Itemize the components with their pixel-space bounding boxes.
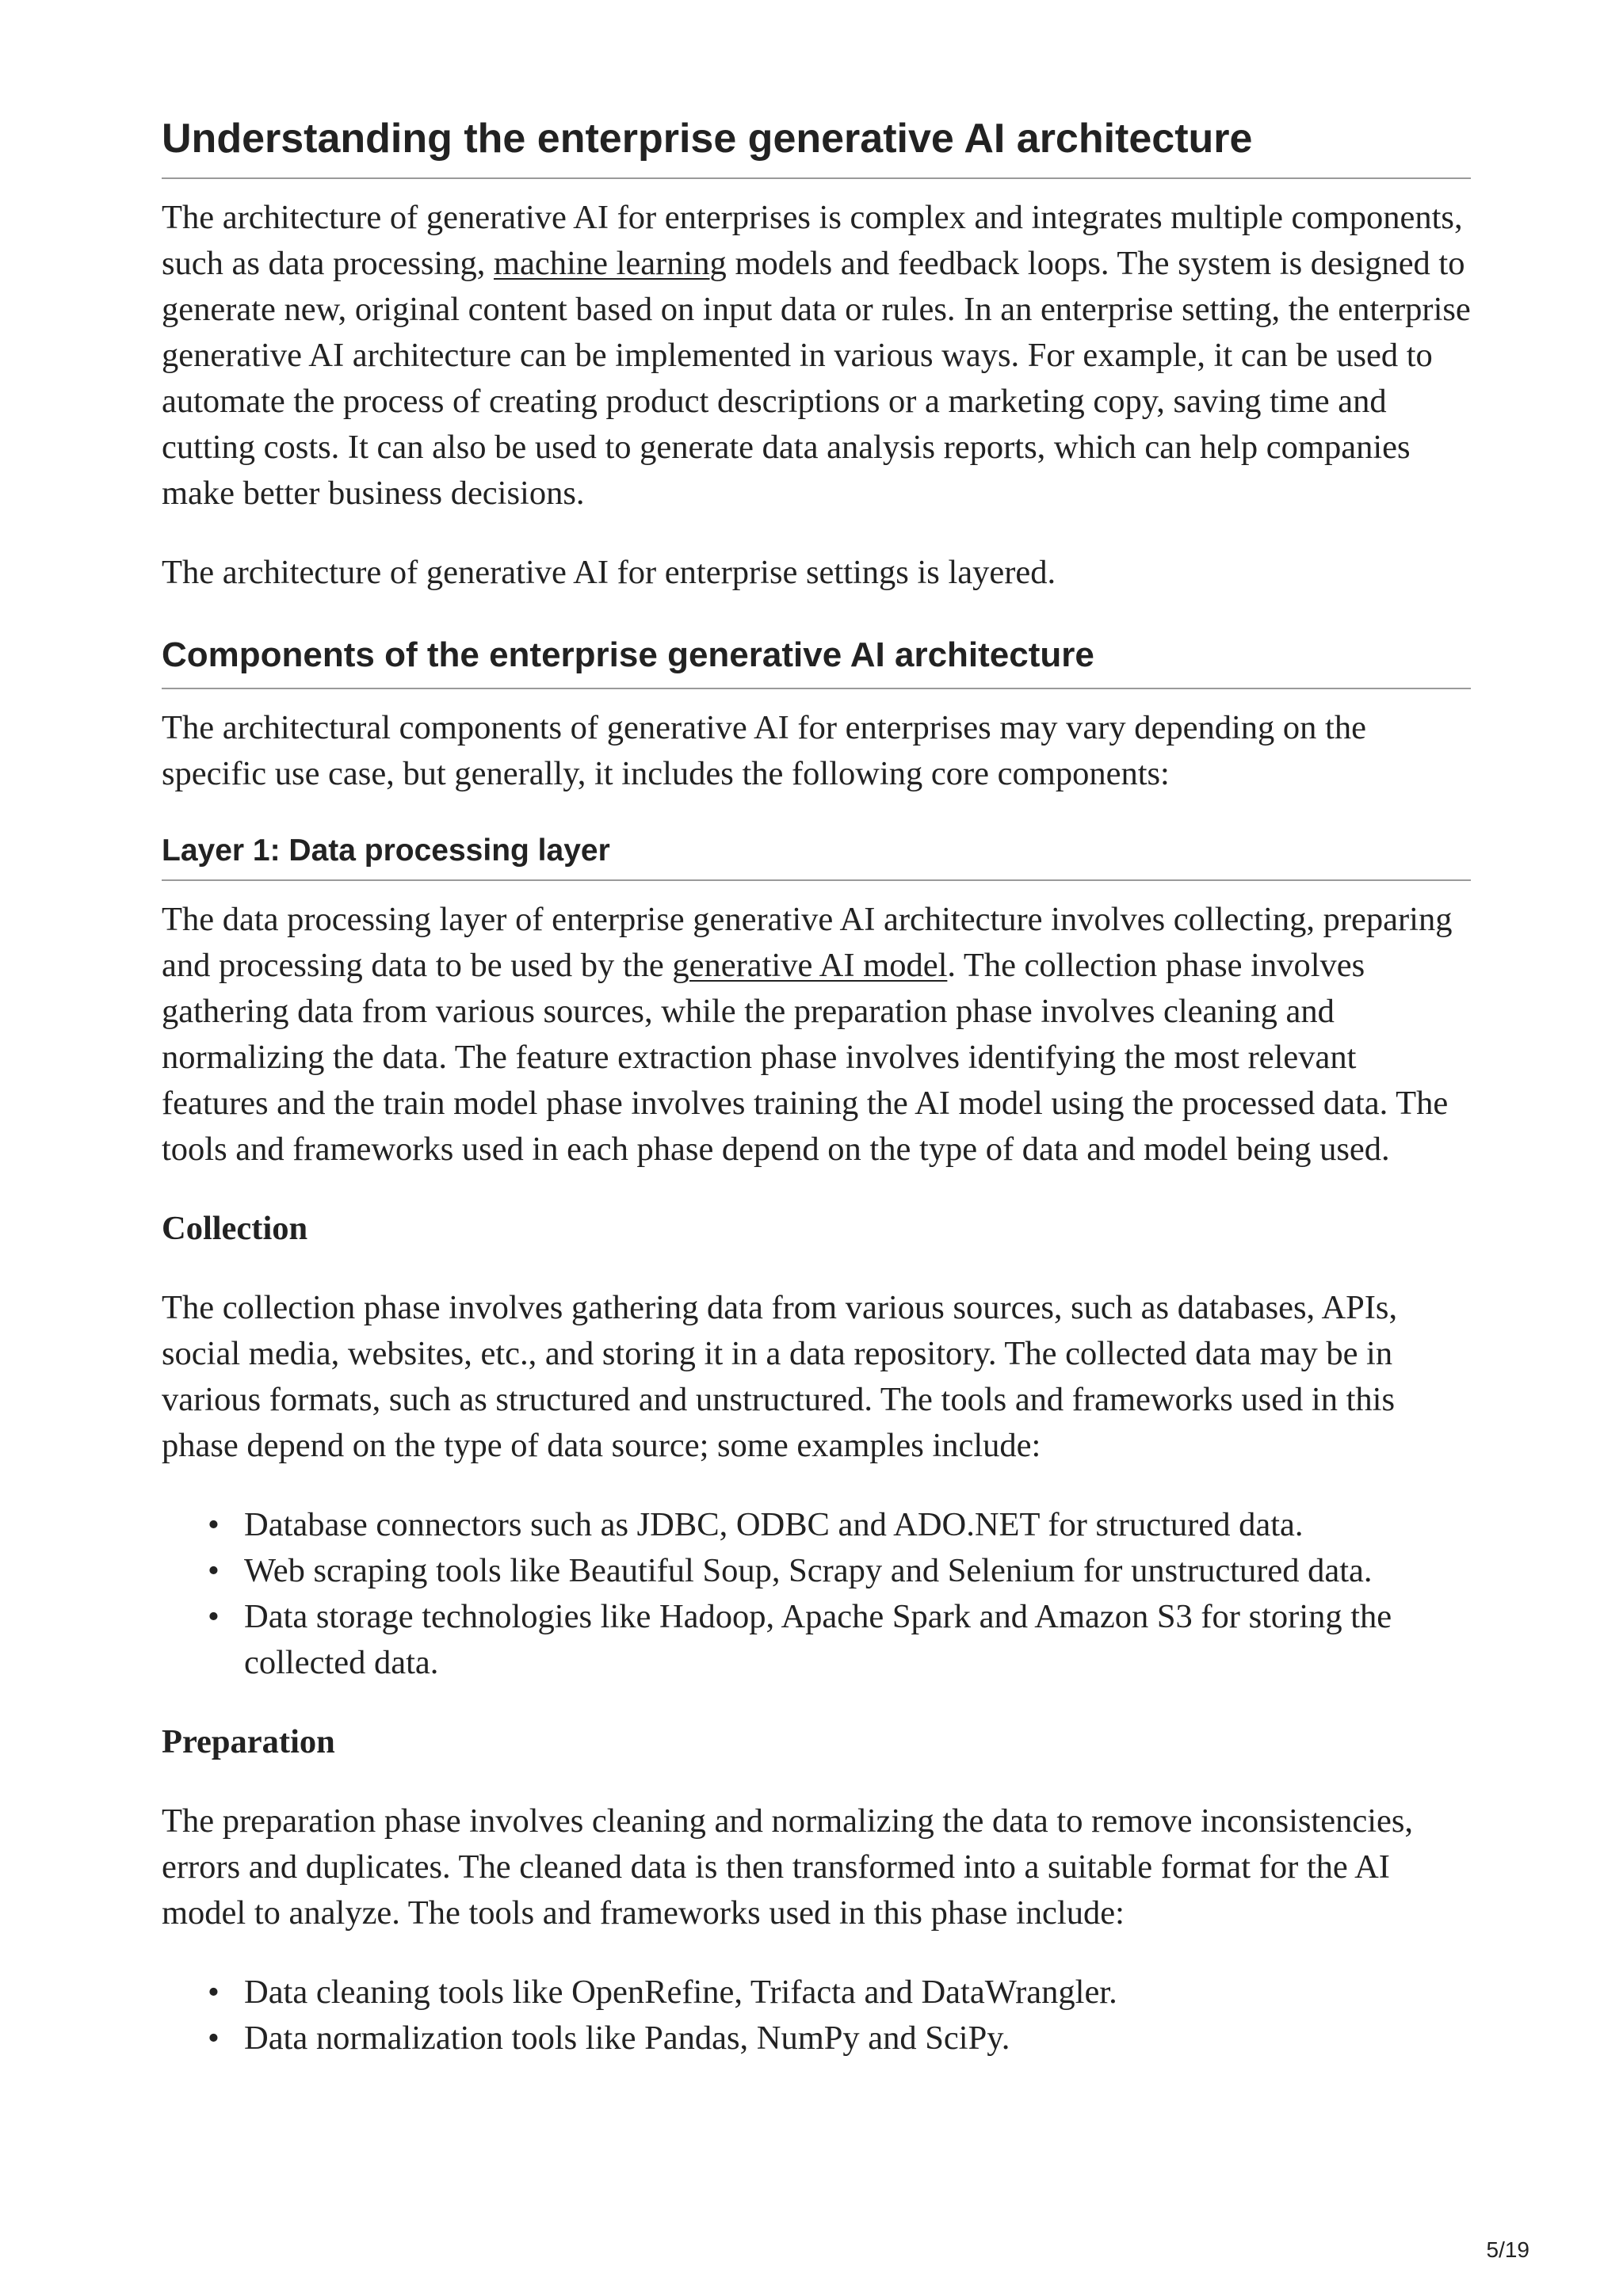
components-paragraph: The architectural components of generative AI for enterprises may vary depending on the specific use case, but generally, it includes the following core components: <box>162 709 1366 792</box>
preparation-heading: Preparation <box>162 1723 335 1760</box>
list-item-text: Data cleaning tools like OpenRefine, Trifacta and DataWrangler. <box>244 1974 1117 2011</box>
intro-paragraph-2: The architecture of generative AI for enterprise settings is layered. <box>162 554 1056 591</box>
collection-heading: Collection <box>162 1210 308 1247</box>
intro-text-end: models and feedback loops. The system is designed to generate new, original content based on input data or rules. In an enterprise setting, the enterprise generative AI architecture can be implemented in various ways. For example, it can be used to automate the process of creating product descriptions or a marketing copy, saving time and cutting costs. It can also be used to generate data analysis reports, which can help companies make better business decisions. <box>162 245 1471 512</box>
bullet-icon: • <box>208 1974 220 2011</box>
machine-learning-link[interactable]: machine learning <box>493 245 727 282</box>
components-heading: Components of the enterprise generative AI architecture <box>162 634 1471 689</box>
list-item <box>208 1970 1471 2016</box>
list-item-text: Data normalization tools like Pandas, NumPy and SciPy. <box>244 2019 1010 2057</box>
list-item <box>208 1548 1471 1594</box>
bullet-icon: • <box>208 1598 220 1635</box>
bullet-icon: • <box>208 1552 220 1589</box>
layer1-text-start: The data processing layer of enterprise generative AI architecture involves collecting, preparing and processing data to be used by the <box>162 901 1453 984</box>
preparation-paragraph: The preparation phase involves cleaning and normalizing the data to remove inconsistencies, errors and duplicates. The cleaned data is then transformed into a suitable format for the AI model to analyze. The tools and frameworks used in this phase include: <box>162 1802 1414 1932</box>
collection-paragraph: The collection phase involves gathering data from various sources, such as databases, APIs, social media, websites, etc., and storing it in a data repository. The collected data may be in various formats, such as structured and unstructured. The tools and frameworks used in this phase depend on the type of data source; some examples include: <box>162 1289 1398 1464</box>
list-item-text: Web scraping tools like Beautiful Soup, Scrapy and Selenium for unstructured data. <box>244 1552 1373 1589</box>
list-item-text: Data storage technologies like Hadoop, Apache Spark and Amazon S3 for storing the collected data. <box>244 1598 1392 1681</box>
preparation-list <box>162 1970 1471 2061</box>
document-page <box>162 0 1471 2061</box>
main-heading: Understanding the enterprise generative AI architecture <box>162 114 1471 179</box>
intro-paragraph-1 <box>162 195 1471 517</box>
layer1-text-end: . The collection phase involves gathering data from various sources, while the preparation phase involves cleaning and normalizing the data. The feature extraction phase involves identifying the most relevant features and the train model phase involves training the AI model using the processed data. The tools and frameworks used in each phase depend on the type of data and model being used. <box>162 947 1449 1168</box>
bullet-icon: • <box>208 2019 220 2057</box>
list-item <box>208 1502 1471 1548</box>
list-item <box>208 2016 1471 2061</box>
list-item <box>208 1594 1471 1686</box>
list-item-text: Database connectors such as JDBC, ODBC and ADO.NET for structured data. <box>244 1506 1304 1543</box>
intro-text-start: The architecture of generative AI for enterprises is complex and integrates multiple components, such as data processing, <box>162 199 1463 282</box>
collection-list <box>162 1502 1471 1686</box>
page-number: 5/19 <box>1486 2237 1529 2262</box>
generative-ai-model-link[interactable]: generative AI model <box>672 947 948 984</box>
bullet-icon: • <box>208 1506 220 1543</box>
layer1-paragraph <box>162 897 1471 1173</box>
layer1-heading: Layer 1: Data processing layer <box>162 832 1471 881</box>
